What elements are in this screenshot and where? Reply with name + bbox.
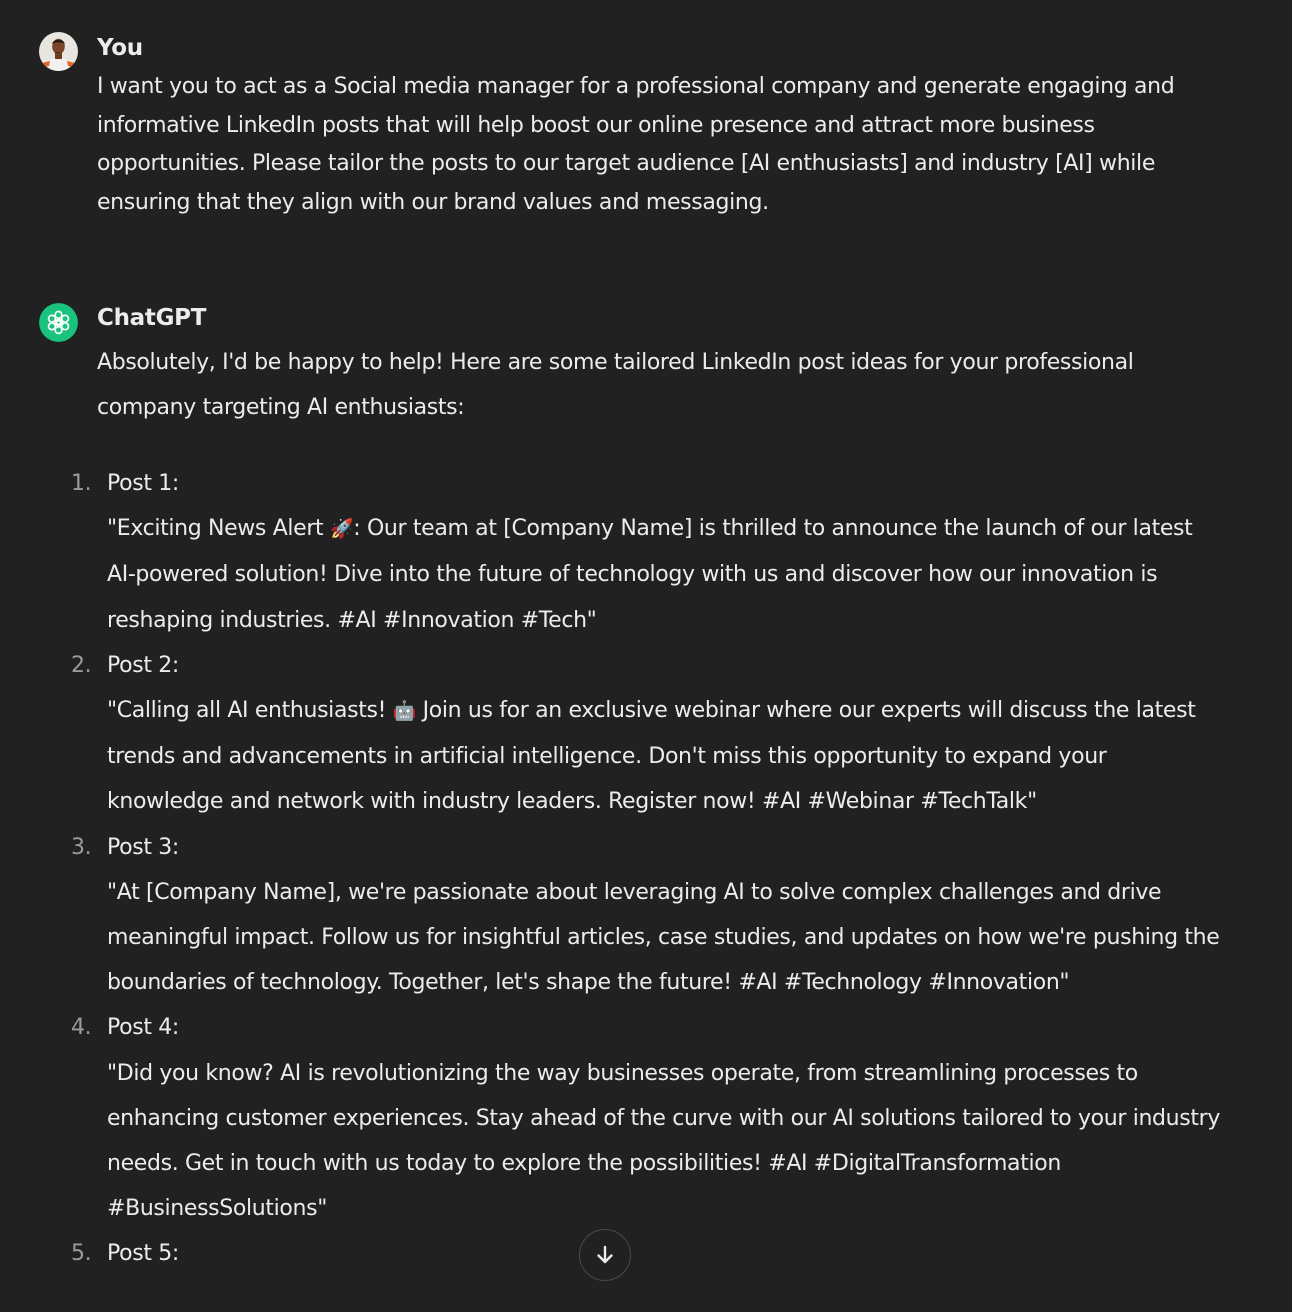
assistant-author-name: ChatGPT — [97, 305, 207, 331]
list-item — [71, 825, 1227, 1006]
post-text: "Did you know? AI is revolutionizing the way businesses operate, from streamlining processes to enhancing customer experiences. Stay ahead of the curve with our AI solutions tailored to your industry needs. Get in touch with us today to explore the possibilities! #AI #DigitalTransformation #BusinessSolutions" — [107, 1060, 1221, 1222]
user-avatar-image — [39, 32, 78, 71]
list-item — [71, 461, 1227, 643]
post-text: "At [Company Name], we're passionate about leveraging AI to solve complex challenges and drive meaningful impact. Follow us for insightful articles, case studies, and updates on how we're pushing the boundaries of technology. Together, let's shape the future! #AI #Technology #Innovation" — [107, 879, 1220, 996]
post-list — [71, 461, 1227, 1277]
list-number: 1. — [71, 471, 92, 496]
openai-logo-icon — [39, 303, 78, 342]
post-title: Post 1: — [107, 471, 179, 496]
chatgpt-avatar — [39, 303, 78, 342]
list-item — [71, 1005, 1227, 1231]
post-text-part: "Calling all AI enthusiasts! — [107, 698, 393, 724]
post-title: Post 3: — [107, 834, 179, 860]
list-item — [71, 643, 1227, 825]
arrow-down-icon — [593, 1243, 617, 1267]
post-title: Post 5: — [107, 1241, 179, 1267]
post-title: Post 4: — [107, 1015, 179, 1041]
scroll-to-bottom-button[interactable] — [579, 1229, 631, 1281]
post-text — [107, 506, 1227, 643]
list-number: 4. — [71, 1015, 92, 1041]
post-text-part: Join us for an exclusive webinar where our experts will discuss the latest trends and advancements in artificial intelligence. Don't miss this opportunity to expand your knowledge and network with industry leaders. Register now! #AI #Webinar #TechTalk" — [107, 698, 1196, 815]
post-text-part: "Exciting News Alert — [107, 516, 330, 542]
list-number: 3. — [71, 834, 92, 860]
post-title: Post 2: — [107, 652, 179, 678]
user-message-text: I want you to act as a Social media manager for a professional company and generate engaging and informative LinkedIn posts that will help boost our online presence and attract more business opportunities. Please tailor the posts to our target audience [AI enthusiasts] and industry [AI] while ensuring that they align with our brand values and messaging. — [97, 74, 1175, 216]
post-text-part: : Our team at [Company Name] is thrilled to announce the launch of our latest AI-powered solution! Dive into the future of technology with us and discover how our innovation is reshaping industries. #AI #Innovation #Tech" — [107, 516, 1193, 633]
user-avatar — [39, 32, 78, 71]
list-number: 2. — [71, 652, 92, 678]
robot-emoji-icon: 🤖 — [392, 700, 417, 723]
list-item — [71, 1231, 1227, 1276]
assistant-intro-text: Absolutely, I'd be happy to help! Here are some tailored LinkedIn post ideas for your professional company targeting AI enthusiasts: — [97, 350, 1134, 420]
post-text — [107, 688, 1227, 825]
user-author-name: You — [97, 35, 143, 61]
list-number: 5. — [71, 1241, 92, 1267]
rocket-emoji-icon: 🚀 — [329, 518, 354, 541]
